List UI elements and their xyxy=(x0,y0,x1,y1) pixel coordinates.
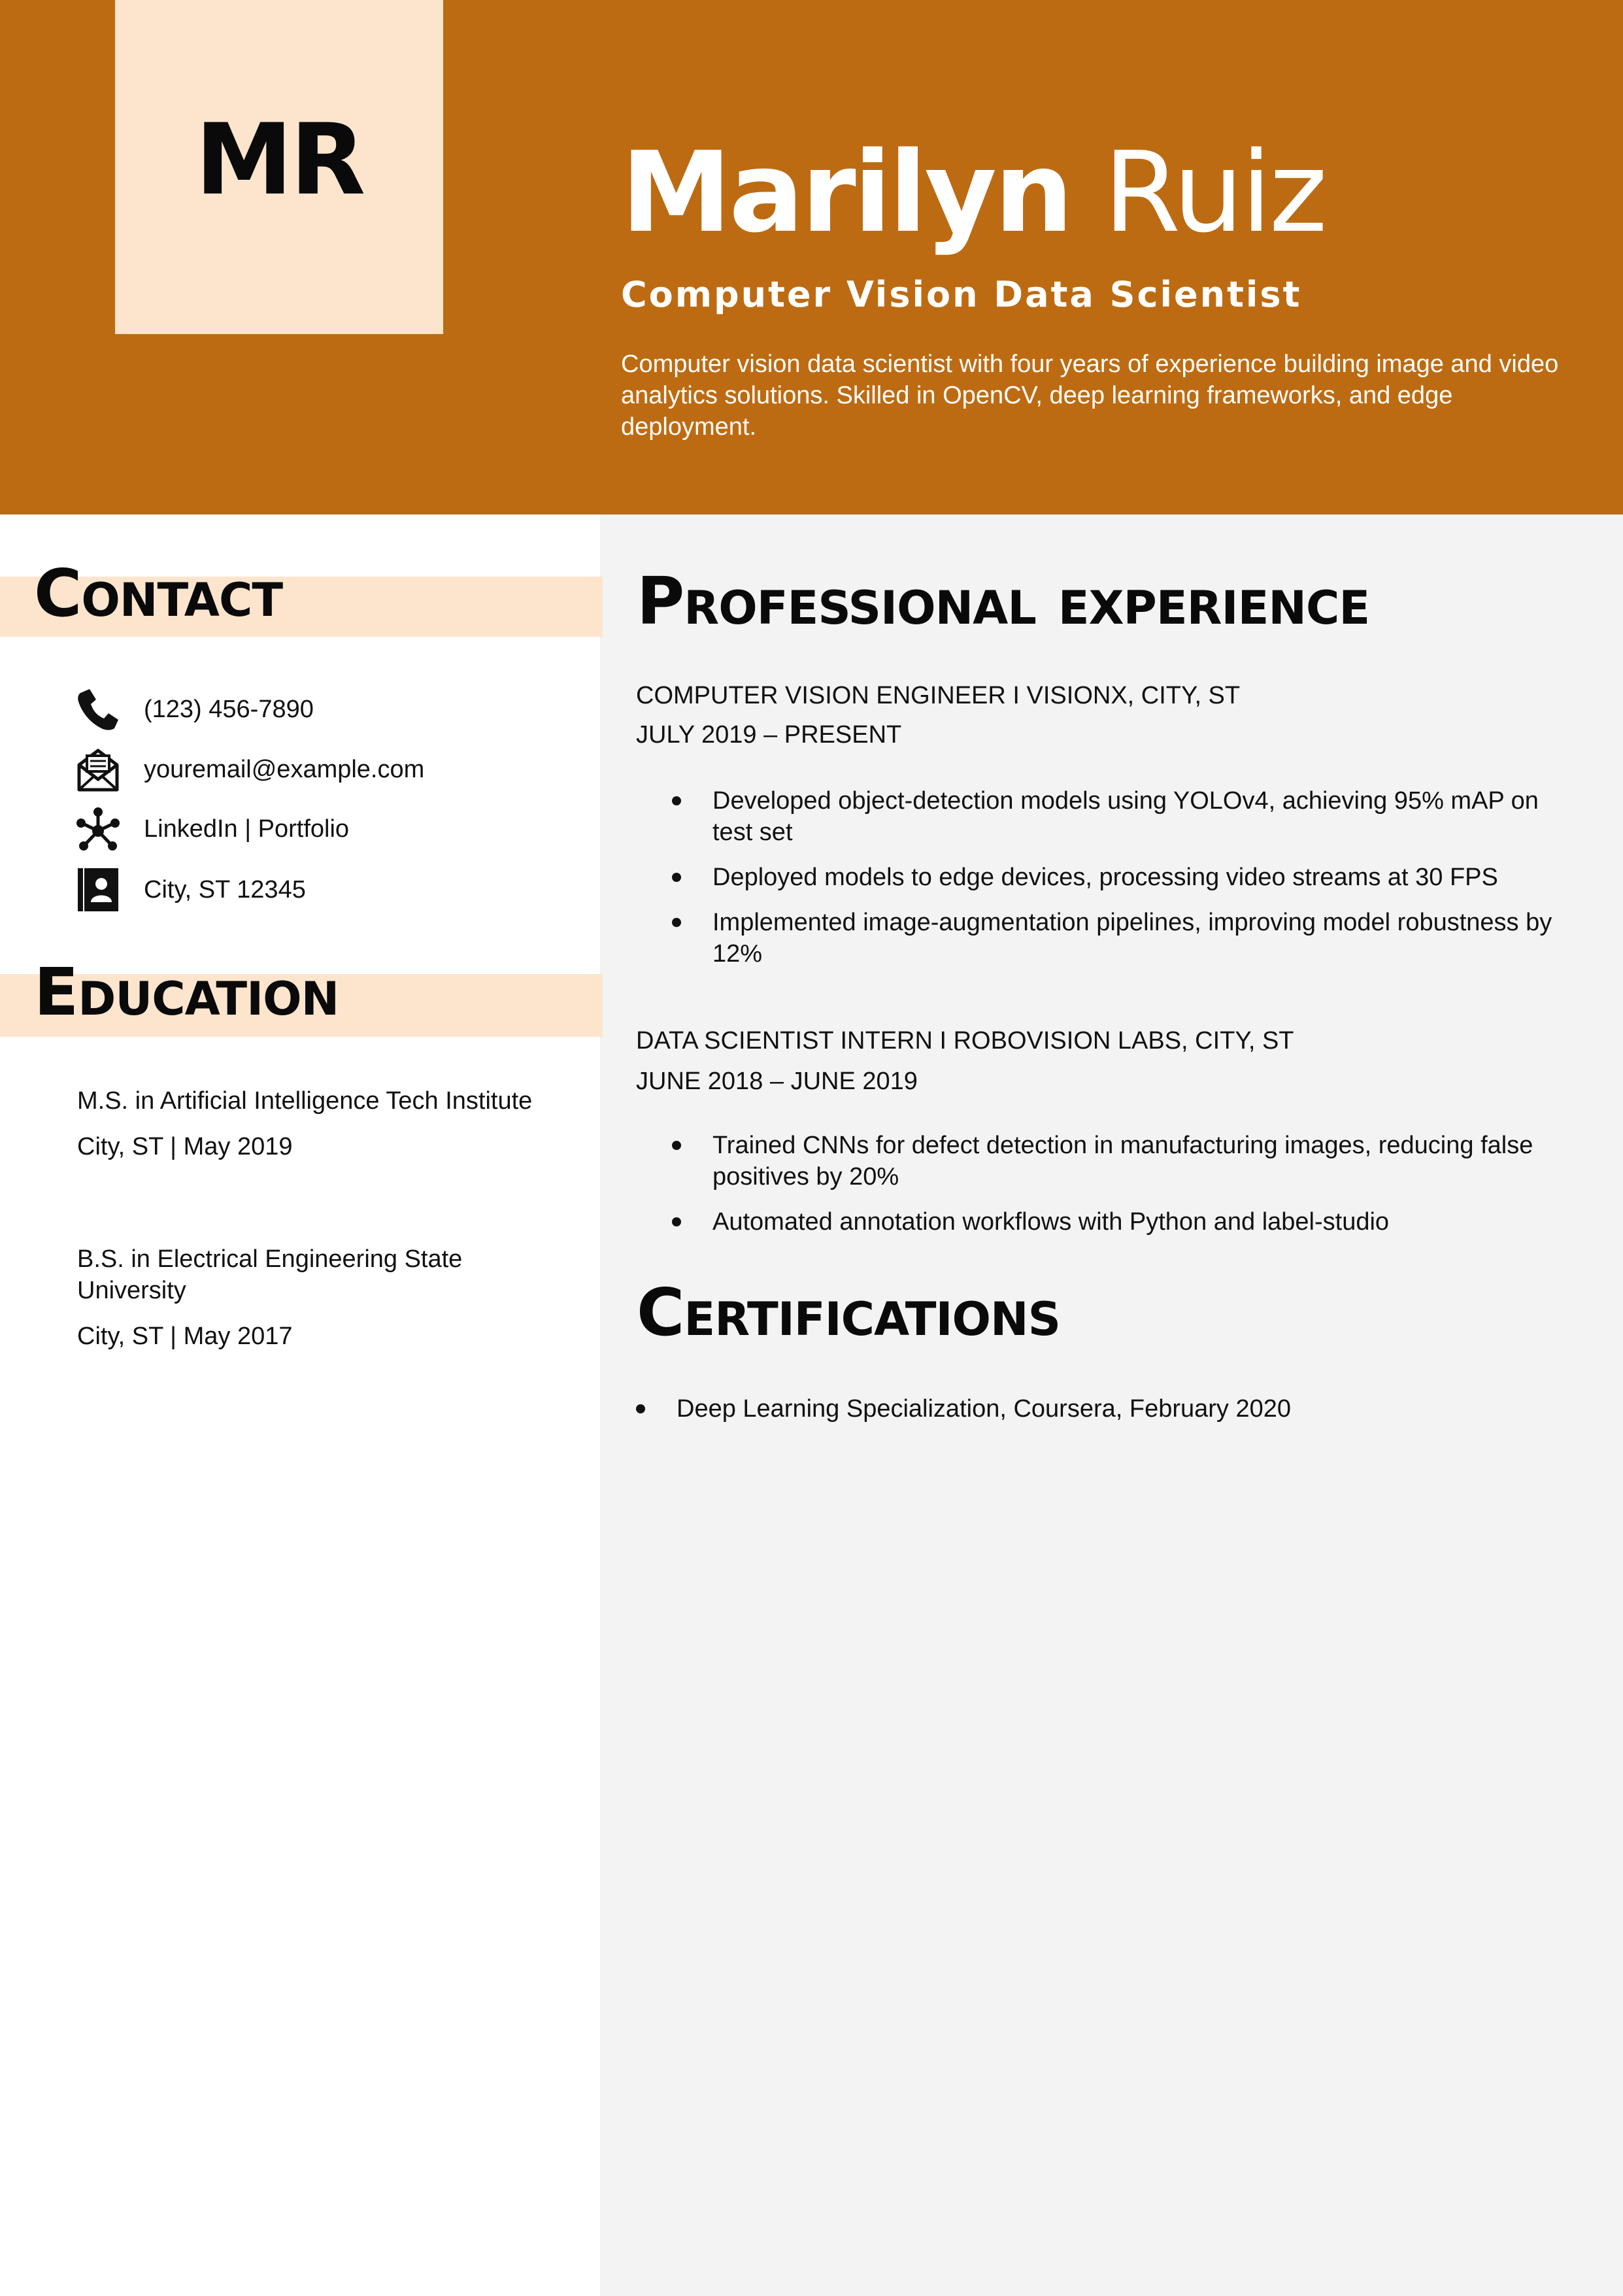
bullet-item xyxy=(660,1206,1575,1238)
header-banner xyxy=(0,0,1623,515)
certification-text: Deep Learning Specialization, Coursera, February 2020 xyxy=(677,1395,1291,1423)
job-bullets xyxy=(660,785,1575,983)
contact-links xyxy=(75,806,585,852)
full-name xyxy=(621,128,1325,258)
monogram: MR xyxy=(195,103,363,217)
monogram-box xyxy=(115,0,443,334)
bullet-text: Deployed models to edge devices, processing video streams at 30 FPS xyxy=(712,864,1498,891)
job-heading: DATA SCIENTIST INTERN I ROBOVISION LABS, CITY, ST xyxy=(636,1027,1294,1055)
job-title: Computer Vision Data Scientist xyxy=(621,274,1302,315)
address-book-icon xyxy=(75,867,121,913)
contact-heading: Contact xyxy=(34,555,283,632)
bullet-text: Automated annotation workflows with Python and label-studio xyxy=(712,1208,1390,1236)
education-entry xyxy=(77,1243,535,1352)
education-location-date: City, ST | May 2019 xyxy=(77,1133,293,1160)
bullet-dot xyxy=(672,796,681,805)
job-dates: JUNE 2018 – JUNE 2019 xyxy=(636,1068,918,1095)
bullet-item xyxy=(660,907,1575,970)
contact-address xyxy=(75,867,585,913)
envelope-icon xyxy=(75,747,121,792)
bullet-text: Trained CNNs for defect detection in manufacturing images, reducing false positives by 20% xyxy=(712,1132,1533,1190)
job-heading: COMPUTER VISION ENGINEER I VISIONX, CITY, ST xyxy=(636,682,1241,709)
bullet-dot xyxy=(636,1404,645,1413)
certifications-heading: Certifications xyxy=(637,1274,1061,1351)
contact-phone xyxy=(75,686,585,732)
contact-email xyxy=(75,747,585,792)
last-name: Ruiz xyxy=(1103,128,1325,258)
education-entry xyxy=(77,1085,535,1162)
education-degree: M.S. in Artificial Intelligence Tech Institute xyxy=(77,1087,533,1115)
network-icon xyxy=(75,806,121,852)
contact-links-text: LinkedIn | Portfolio xyxy=(144,815,350,843)
job-dates: JULY 2019 – PRESENT xyxy=(636,721,902,749)
bullet-text: Developed object-detection models using YOLOv4, achieving 95% mAP on test set xyxy=(712,787,1539,846)
bullet-dot xyxy=(672,1217,681,1226)
bullet-dot xyxy=(672,1141,681,1150)
phone-icon xyxy=(75,686,121,732)
certification-item xyxy=(624,1393,1539,1425)
first-name: Marilyn xyxy=(621,128,1071,258)
bullet-item xyxy=(660,862,1575,893)
bullet-item xyxy=(660,785,1575,848)
bullet-item xyxy=(660,1130,1575,1192)
education-degree: B.S. in Electrical Engineering State University xyxy=(77,1245,463,1304)
certifications-list xyxy=(624,1393,1539,1438)
bullet-dot xyxy=(672,918,681,927)
contact-address-text: City, ST 12345 xyxy=(144,876,306,903)
summary: Computer vision data scientist with four years of experience building image and video analytics solutions. Skilled in OpenCV, deep learning frameworks, and edge deployment. xyxy=(621,350,1559,441)
contact-phone-text: (123) 456-7890 xyxy=(144,696,314,723)
job-bullets xyxy=(660,1130,1575,1251)
bullet-text: Implemented image-augmentation pipelines, improving model robustness by 12% xyxy=(712,909,1552,968)
experience-heading: Professional experience xyxy=(637,563,1370,639)
contact-email-text: youremail@example.com xyxy=(144,756,425,783)
bullet-dot xyxy=(672,873,681,882)
education-heading: Education xyxy=(34,954,339,1030)
education-location-date: City, ST | May 2017 xyxy=(77,1323,293,1350)
